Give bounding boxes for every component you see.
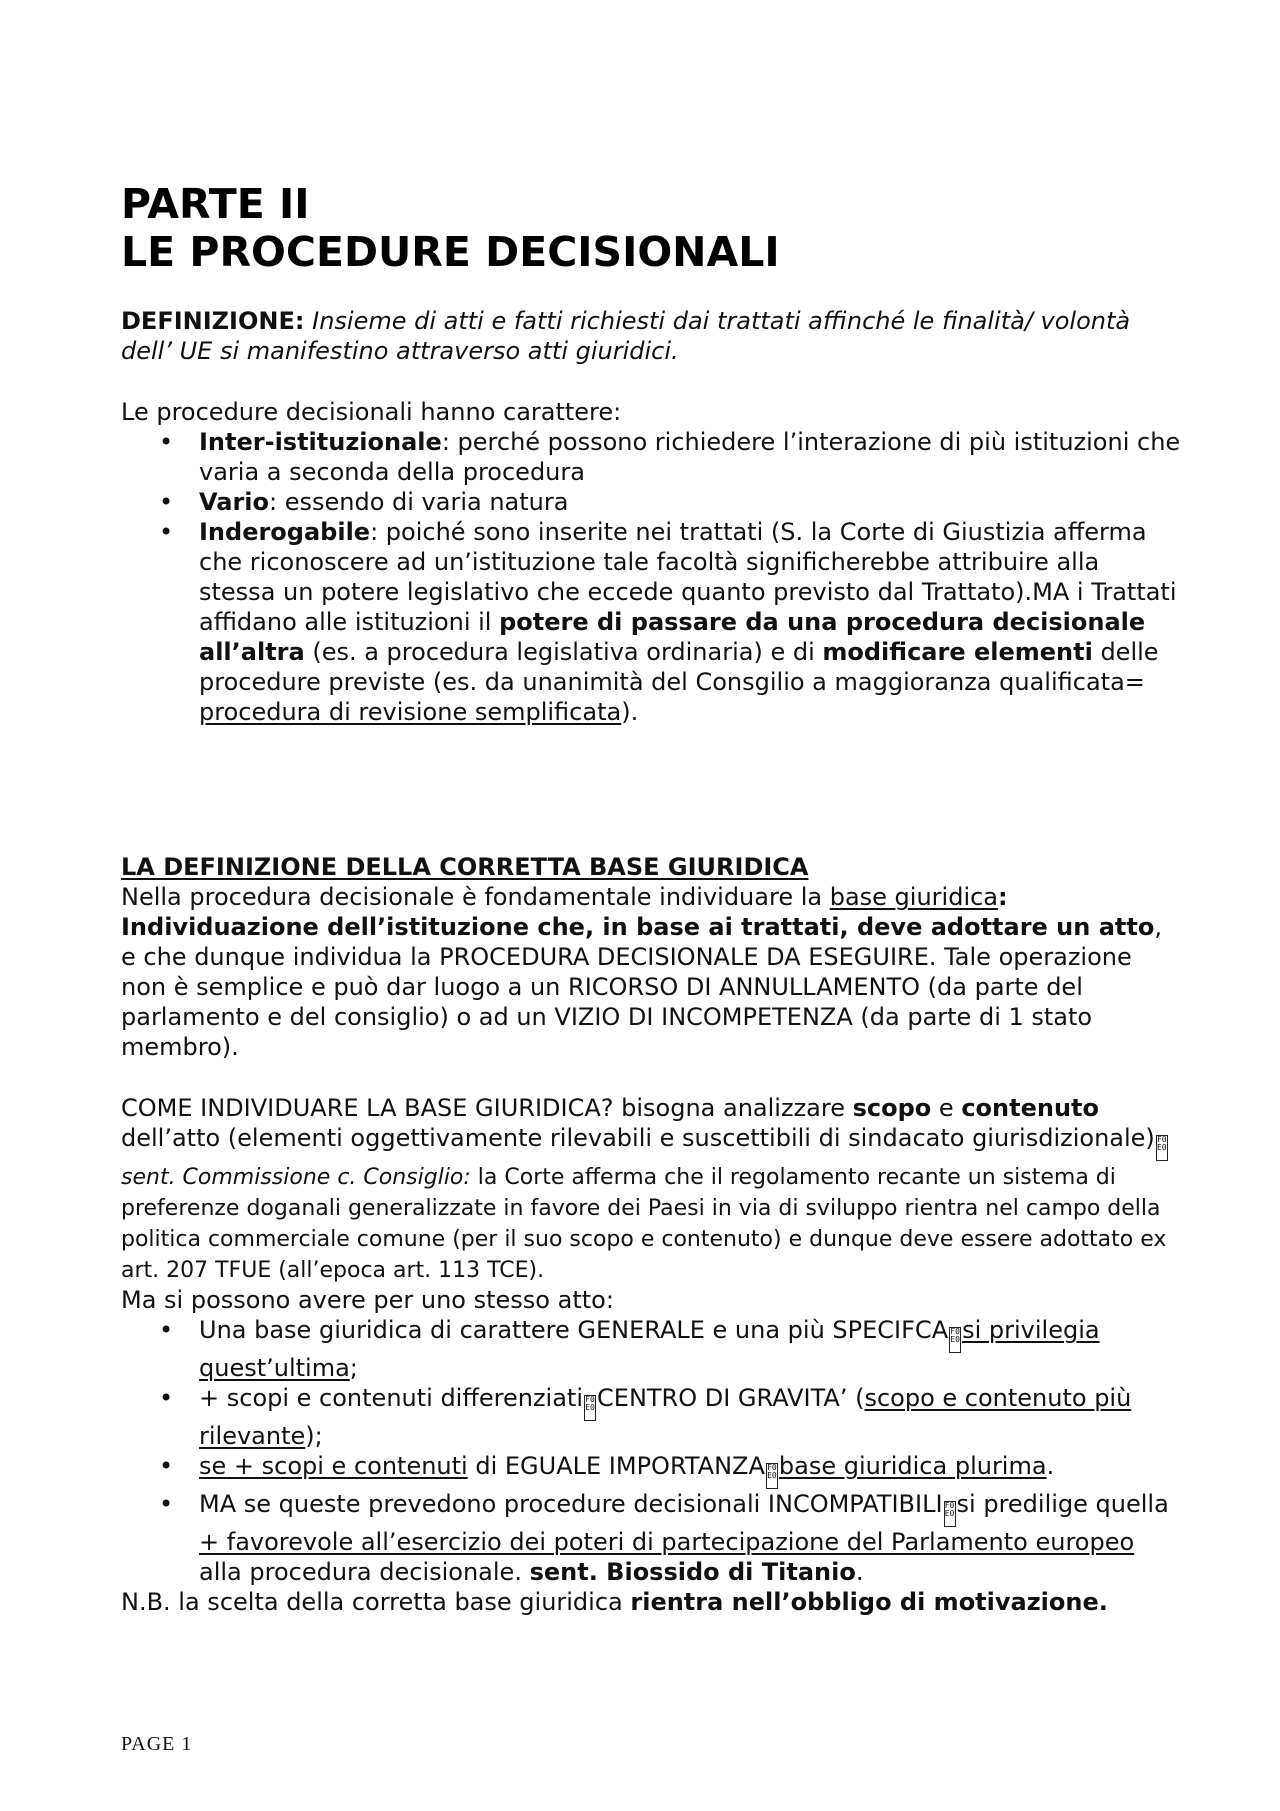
list-item: • MA se queste prevedono procedure decisionali INCOMPATIBILI F0 E0si predilige quella + favorevole all’esercizio dei poteri di partecipazione del Parlamento europeo alla procedura decisionale. sent. Biossido di Titanio.	[121, 1489, 1181, 1587]
definition-paragraph	[121, 306, 1181, 366]
nota-bene: N.B. la scelta della corretta base giuridica rientra nell’obbligo di motivazione.	[121, 1588, 1108, 1616]
definition-label: DEFINIZIONE:	[121, 307, 305, 335]
cases-list	[121, 1315, 1181, 1587]
page-title	[121, 180, 1181, 276]
title-line-1: PARTE II	[121, 180, 310, 228]
list-item: • Una base giuridica di carattere GENERALE e una più SPECIFCA F0 E0si privilegia quest’ultima;	[121, 1315, 1181, 1383]
separator-glyph-icon: F0 E0	[584, 1395, 596, 1421]
list-item: • + scopi e contenuti differenziati F0 E0CENTRO DI GRAVITA’ (scopo e contenuto più rilevante);	[121, 1383, 1181, 1451]
list-item: • Inderogabile: poiché sono inserite nei trattati (S. la Corte di Giustizia afferma che riconoscere ad un’istituzione tale facoltà significherebbe attribuire alla stessa un potere legislativo che eccede quanto previsto dal Trattato).MA i Trattati affidano alle istituzioni il potere di passare da una procedura decisionale all’altra (es. a procedura legislativa ordinaria) e di modificare elementi delle procedure previste (es. da unanimità del Consgilio a maggioranza qualificata= procedura di revisione semplificata).	[121, 517, 1181, 727]
list-item: • se + scopi e contenuti di EGUALE IMPORTANZA F0 E0base giuridica plurima.	[121, 1451, 1181, 1489]
separator-glyph-icon: F0 E0	[1156, 1135, 1168, 1161]
separator-glyph-icon: F0 E0	[949, 1327, 961, 1353]
page-content	[121, 180, 1181, 1617]
characters-list	[121, 427, 1181, 727]
separator-glyph-icon: F0 E0	[766, 1463, 778, 1489]
definition-text: Insieme di atti e fatti richiesti dai trattati affinché le finalità/ volontà dell’ UE si manifestino attraverso atti giuridici.	[121, 307, 1131, 365]
title-line-2: LE PROCEDURE DECISIONALI	[121, 228, 780, 276]
page-footer: PAGE 1	[121, 1733, 193, 1755]
list-item: • Vario: essendo di varia natura	[121, 487, 1181, 517]
how-to-paragraph: COME INDIVIDUARE LA BASE GIURIDICA? bisogna analizzare scopo e contenuto dell’atto (elementi oggettivamente rilevabili e suscettibili di sindacato giurisdizionale) F0 E0sent. Commissione c. Consiglio: la Corte afferma che il regolamento recante un sistema di preferenze doganali generalizzate in favore dei Paesi in via di sviluppo rientra nel campo della politica commerciale comune (per il suo scopo e contenuto) e dunque deve essere adottato ex art. 207 TFUE (all’epoca art. 113 TCE).	[121, 1094, 1167, 1283]
base-giuridica-paragraph: Nella procedura decisionale è fondamentale individuare la base giuridica: Individuazione dell’istituzione che, in base ai trattati, deve adottare un atto, e che dunque individua la PROCEDURA DECISIONALE DA ESEGUIRE. Tale operazione non è semplice e può dar luogo a un RICORSO DI ANNULLAMENTO (da parte del parlamento e del consiglio) o ad un VIZIO DI INCOMPETENZA (da parte di 1 stato membro).	[121, 883, 1162, 1061]
section-heading: LA DEFINIZIONE DELLA CORRETTA BASE GIURIDICA	[121, 853, 809, 881]
intro-text: Le procedure decisionali hanno carattere:	[121, 398, 622, 426]
list-item: • Inter-istituzionale: perché possono richiedere l’interazione di più istituzioni che varia a seconda della procedura	[121, 427, 1181, 487]
cases-intro: Ma si possono avere per uno stesso atto:	[121, 1286, 614, 1314]
separator-glyph-icon: F0 E0	[944, 1501, 956, 1527]
